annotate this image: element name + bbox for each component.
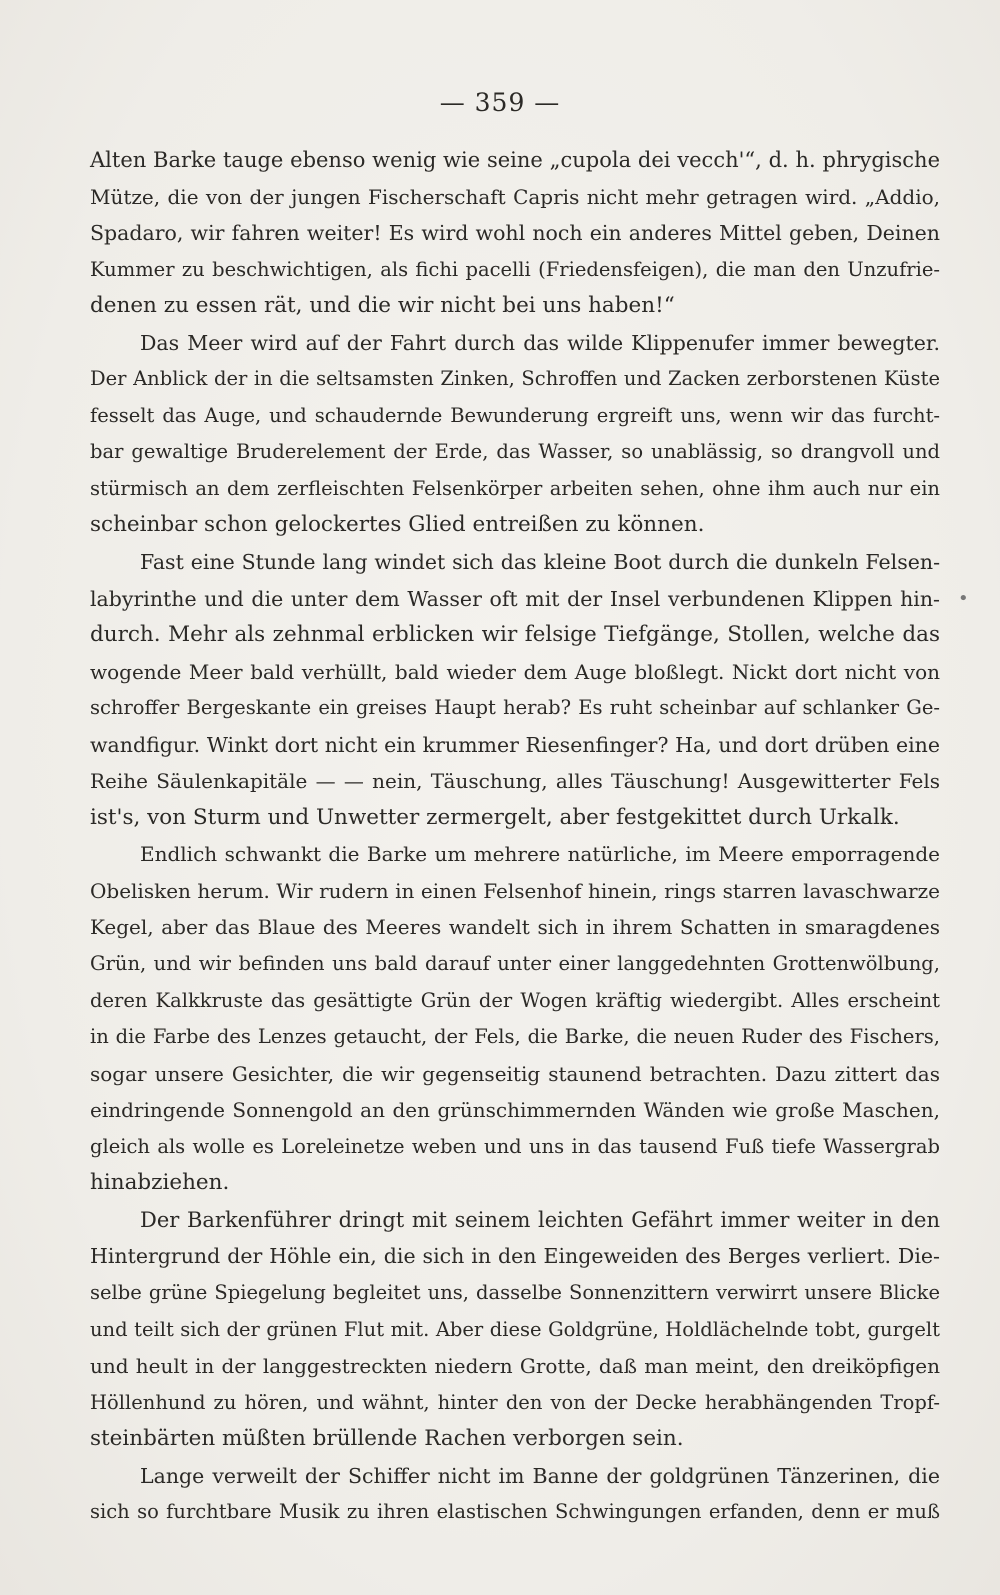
- text-line: gleich als wolle es Loreleinetze weben und uns in das tausend Fuß tiefe Wassergrab: [90, 1134, 940, 1158]
- text-line: labyrinthe und die unter dem Wasser oft mit der Insel verbundenen Klippen hin-: [90, 586, 940, 611]
- text-line: Reihe Säulenkapitäle — — nein, Täuschung, alles Täuschung! Ausgewitterter Fels: [90, 769, 940, 794]
- text-line: sich so furchtbare Musik zu ihren elastischen Schwingungen erfanden, denn er muß: [90, 1500, 940, 1524]
- text-line: Grün, und wir befinden uns bald darauf unter einer langgedehnten Grottenwölbung,: [90, 952, 940, 976]
- text-line: Lange verweilt der Schiffer nicht im Banne der goldgrünen Tänzerinen, die: [140, 1463, 940, 1488]
- text-line: Obelisken herum. Wir rudern in einen Felsenhof hinein, rings starren lavaschwarze: [90, 878, 940, 903]
- text-line: bar gewaltige Bruderelement der Erde, das Wasser, so unablässig, so drangvoll und: [90, 440, 940, 464]
- text-line: denen zu essen rät, und die wir nicht bei uns haben!“: [90, 293, 675, 319]
- text-line: wogende Meer bald verhüllt, bald wieder dem Auge bloßlegt. Nickt dort nicht von: [90, 659, 940, 684]
- text-line: Kummer zu beschwichtigen, als fichi pacelli (Friedensfeigen), die man den Unzufrie-: [90, 257, 940, 281]
- text-line: fesselt das Auge, und schaudernde Bewunderung ergreift uns, wenn wir das furcht-: [90, 403, 940, 427]
- text-line: durch. Mehr als zehnmal erblicken wir felsige Tiefgänge, Stollen, welche das: [90, 622, 940, 648]
- text-line: Der Barkenführer dringt mit seinem leichten Gefährt immer weiter in den: [140, 1207, 940, 1232]
- body-text: [90, 142, 940, 1531]
- text-line: Hintergrund der Höhle ein, die sich in den Eingeweiden des Berges verliert. Die-: [90, 1244, 940, 1269]
- text-line: und teilt sich der grünen Flut mit. Aber diese Goldgrüne, Holdlächelnde tobt, gurgelt: [90, 1317, 940, 1341]
- text-line: in die Farbe des Lenzes getaucht, der Fels, die Barke, die neuen Ruder des Fischers,: [90, 1025, 940, 1049]
- text-line: wandfigur. Winkt dort nicht ein krummer Riesenfinger? Ha, und dort drüben eine: [90, 732, 940, 757]
- text-line: und heult in der langgestreckten niedern Grotte, daß man meint, den dreiköpfigen: [90, 1354, 940, 1379]
- text-line: deren Kalkkruste das gesättigte Grün der Wogen kräftig wiedergibt. Alles erscheint: [90, 988, 940, 1012]
- text-line: sogar unsere Gesichter, die wir gegenseitig staunend betrachten. Dazu zittert das: [90, 1061, 940, 1086]
- margin-mark: •: [958, 588, 969, 609]
- text-line: Endlich schwankt die Barke um mehrere natürliche, im Meere emporragende: [140, 842, 940, 867]
- text-line: schroffer Bergeskante ein greises Haupt herab? Es ruht scheinbar auf schlanker Ge-: [90, 696, 940, 720]
- text-line: Mütze, die von der jungen Fischerschaft Capris nicht mehr getragen wird. „Addio,: [90, 184, 940, 209]
- text-line: Fast eine Stunde lang windet sich das kleine Boot durch die dunkeln Felsen-: [140, 550, 940, 575]
- text-line: Höllenhund zu hören, und wähnt, hinter den von der Decke herabhängenden Tropf-: [90, 1390, 940, 1414]
- text-line: stürmisch an dem zerfleischten Felsenkörper arbeiten sehen, ohne ihm auch nur ein: [90, 476, 940, 500]
- text-line: Das Meer wird auf der Fahrt durch das wilde Klippenufer immer bewegter.: [140, 330, 940, 355]
- text-line: scheinbar schon gelockertes Glied entreißen zu können.: [90, 512, 705, 538]
- text-line: Der Anblick der in die seltsamsten Zinken, Schroffen und Zacken zerborstenen Küste: [90, 367, 940, 391]
- text-line: Alten Barke tauge ebenso wenig wie seine „cupola dei vecch'“, d. h. phrygische: [90, 148, 940, 172]
- text-line: steinbärten müßten brüllende Rachen verborgen sein.: [90, 1426, 684, 1452]
- text-line: ist's, von Sturm und Unwetter zermergelt, aber festgekittet durch Urkalk.: [90, 804, 900, 830]
- text-line: selbe grüne Spiegelung begleitet uns, dasselbe Sonnenzittern verwirrt unsere Blicke: [90, 1280, 940, 1304]
- text-line: eindringende Sonnengold an den grünschimmernden Wänden wie große Maschen,: [90, 1098, 940, 1123]
- page-number: — 359 —: [439, 88, 561, 117]
- text-line: Spadaro, wir fahren weiter! Es wird wohl noch ein anderes Mittel geben, Deinen: [90, 221, 940, 246]
- text-line: hinabziehen.: [90, 1170, 230, 1196]
- text-line: Kegel, aber das Blaue des Meeres wandelt sich in ihrem Schatten in smaragdenes: [90, 915, 940, 940]
